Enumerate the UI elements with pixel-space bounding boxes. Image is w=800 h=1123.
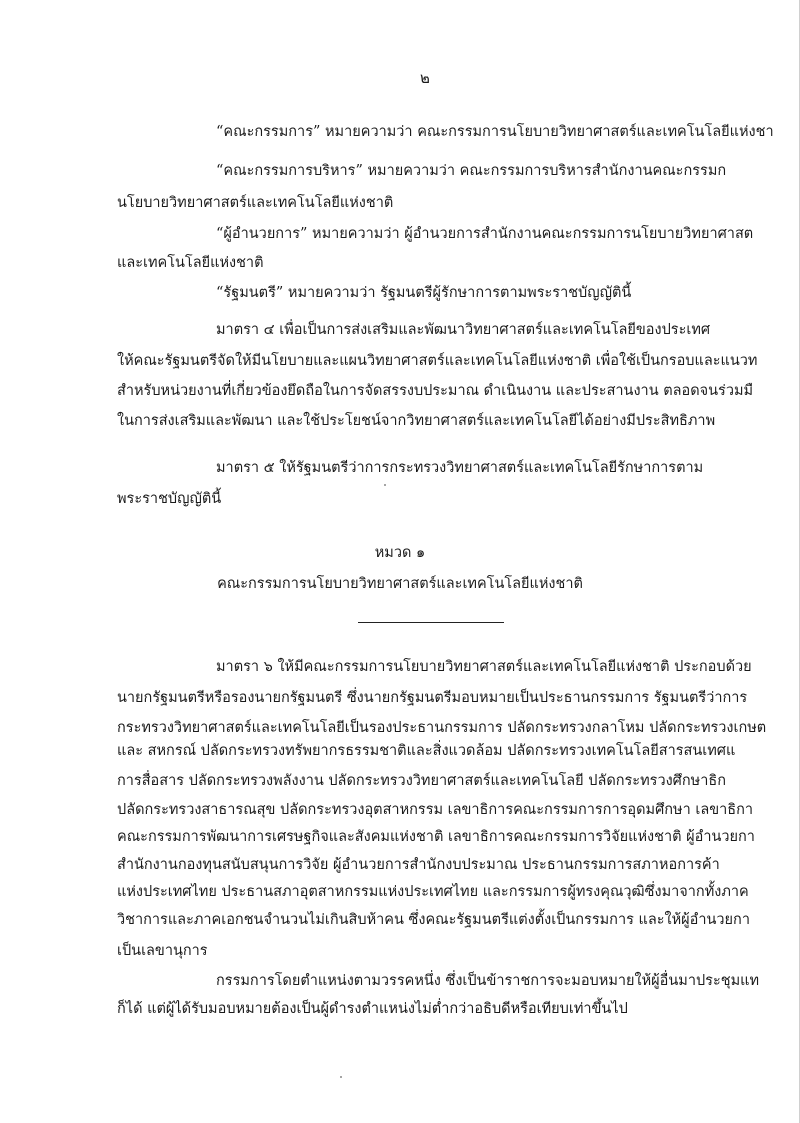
section6-line-3: กระทรวงวิทยาศาสตร์และเทคโนโลยีเป็นรองประธานกรรมการ ปลัดกระทรวงกลาโหม ปลัดกระทรวงเกษต (117, 720, 767, 736)
definition-executive-committee: “คณะกรรมการบริหาร” หมายความว่า คณะกรรมการบริหารสำนักงานคณะกรรมก (216, 163, 727, 179)
section6-line-6: ปลัดกระทรวงสาธารณสุข ปลัดกระทรวงอุตสาหกรรม เลขาธิการคณะกรรมการการอุดมศึกษา เลขาธิกา (117, 802, 754, 818)
section5-line-2: พระราชบัญญัตินี้ (117, 491, 222, 507)
definition-executive-committee-cont: นโยบายวิทยาศาสตร์และเทคโนโลยีแห่งชาติ (117, 195, 394, 211)
section6-line-8: สำนักงานกองทุนสนับสนุนการวิจัย ผู้อำนวยการสำนักงบประมาณ ประธานกรรมการสภาหอการค้า (117, 857, 720, 873)
section4-line-3: สำหรับหน่วยงานที่เกี่ยวข้องยึดถือในการจัดสรรงบประมาณ ดำเนินงาน และประสานงาน ตลอดจนร่วมมื (117, 383, 754, 399)
chapter-title: คณะกรรมการนโยบายวิทยาศาสตร์และเทคโนโลยีแห่งชาติ (217, 576, 583, 592)
definition-minister: “รัฐมนตรี” หมายความว่า รัฐมนตรีผู้รักษาการตามพระราชบัญญัตินี้ (216, 285, 632, 301)
section4-line-1: มาตรา ๔ เพื่อเป็นการส่งเสริมและพัฒนาวิทยาศาสตร์และเทคโนโลยีของประเทศ (216, 322, 711, 338)
section4-line-4: ในการส่งเสริมและพัฒนา และใช้ประโยชน์จากวิทยาศาสตร์และเทคโนโลยีได้อย่างมีประสิทธิภาพ (117, 413, 716, 429)
section6-line-11: เป็นเลขานุการ (117, 943, 208, 959)
section6-line-9: แห่งประเทศไทย ประธานสภาอุตสาหกรรมแห่งประเทศไทย และกรรมการผู้ทรงคุณวุฒิซึ่งมาจากทั้งภาค (117, 884, 749, 900)
scan-speck (384, 484, 386, 486)
section6-line-10: วิชาการและภาคเอกชนจำนวนไม่เกินสิบห้าคน ซึ่งคณะรัฐมนตรีแต่งตั้งเป็นกรรมการ และให้ผู้อำนวยกา (117, 912, 750, 928)
section5-line-1: มาตรา ๕ ให้รัฐมนตรีว่าการกระทรวงวิทยาศาสตร์และเทคโนโลยีรักษาการตาม (216, 460, 704, 476)
definition-committee: “คณะกรรมการ” หมายความว่า คณะกรรมการนโยบายวิทยาศาสตร์และเทคโนโลยีแห่งชา (216, 124, 774, 140)
scan-speck (340, 1076, 342, 1078)
section4-line-2: ให้คณะรัฐมนตรีจัดให้มีนโยบายและแผนวิทยาศาสตร์และเทคโนโลยีแห่งชาติ เพื่อใช้เป็นกรอบและแนวท (117, 353, 758, 369)
definition-director-cont: และเทคโนโลยีแห่งชาติ (117, 255, 264, 271)
section6-para2-line-1: กรรมการโดยตำแหน่งตามวรรคหนึ่ง ซึ่งเป็นข้าราชการจะมอบหมายให้ผู้อื่นมาประชุมแท (216, 973, 760, 989)
chapter-label: หมวด ๑ (374, 545, 426, 561)
section6-line-7: คณะกรรมการพัฒนาการเศรษฐกิจและสังคมแห่งชาติ เลขาธิการคณะกรรมการวิจัยแห่งชาติ ผู้อำนวยกา (117, 829, 755, 845)
section6-line-1: มาตรา ๖ ให้มีคณะกรรมการนโยบายวิทยาศาสตร์และเทคโนโลยีแห่งชาติ ประกอบด้วย (216, 659, 752, 675)
section6-line-5: การสื่อสาร ปลัดกระทรวงพลังงาน ปลัดกระทรวงวิทยาศาสตร์และเทคโนโลยี ปลัดกระทรวงศึกษาธิก (117, 773, 726, 789)
chapter-divider (358, 622, 504, 623)
section6-line-2: นายกรัฐมนตรีหรือรองนายกรัฐมนตรี ซึ่งนายกรัฐมนตรีมอบหมายเป็นประธานกรรมการ รัฐมนตรีว่าการ (117, 690, 748, 706)
definition-director: “ผู้อำนวยการ” หมายความว่า ผู้อำนวยการสำนักงานคณะกรรมการนโยบายวิทยาศาสต (216, 226, 754, 242)
page-number: ๒ (420, 69, 430, 87)
section6-line-4: และ สหกรณ์ ปลัดกระทรวงทรัพยากรธรรมชาติและสิ่งแวดล้อม ปลัดกระทรวงเทคโนโลยีสารสนเทศแ (117, 743, 736, 759)
section6-para2-line-2: ก็ได้ แต่ผู้ได้รับมอบหมายต้องเป็นผู้ดำรงตำแหน่งไม่ต่ำกว่าอธิบดีหรือเทียบเท่าขึ้นไป (117, 1001, 628, 1017)
